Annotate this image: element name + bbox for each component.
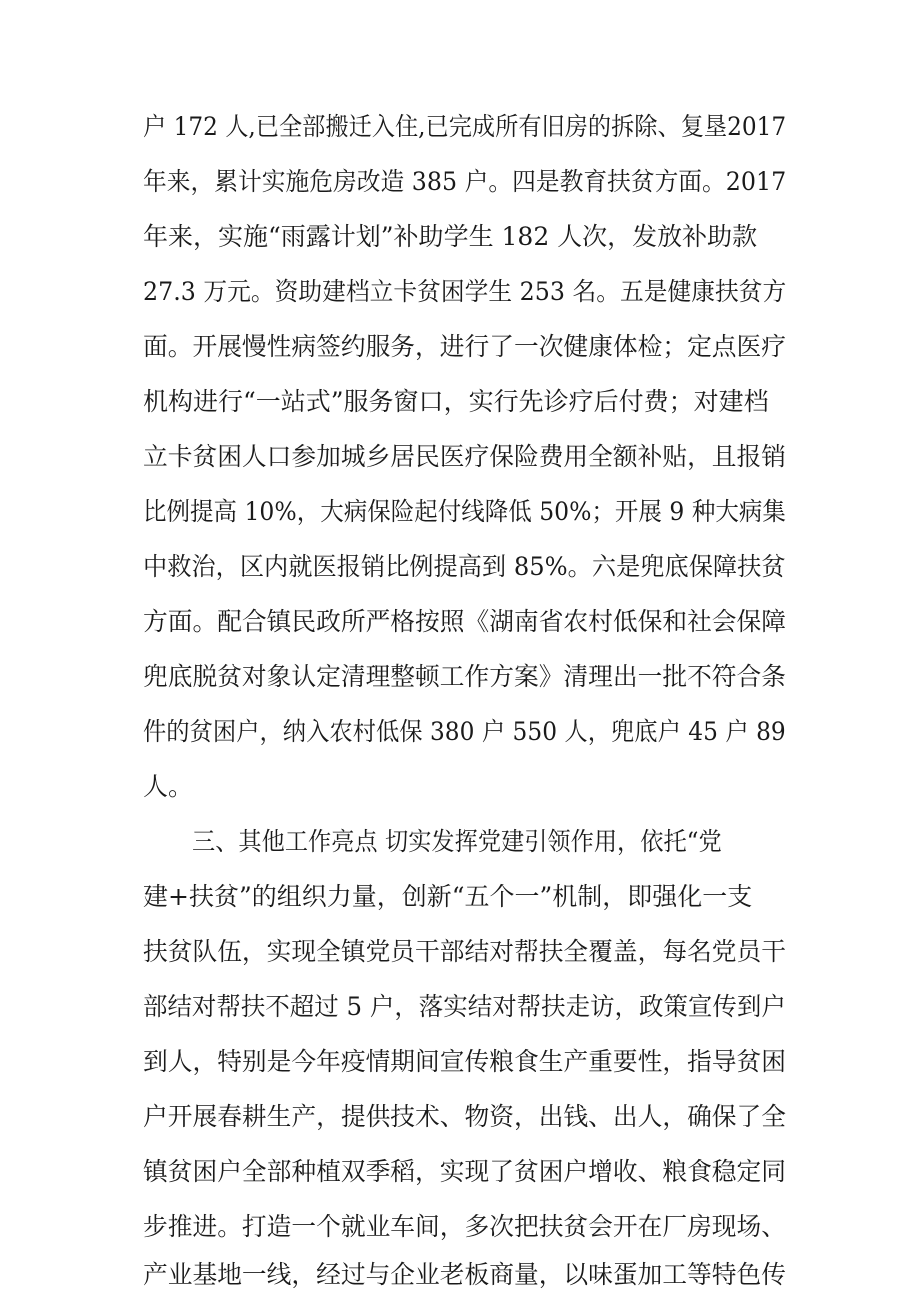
body-text-line: 立卡贫困人口参加城乡居民医疗保险费用全额补贴，且报销	[143, 442, 787, 471]
body-text-line: 镇贫困户全部种植双季稻，实现了贫困户增收、粮食稳定同	[143, 1157, 787, 1186]
body-text-line: 扶贫队伍，实现全镇党员干部结对帮扶全覆盖，每名党员干	[143, 937, 787, 966]
body-text-line: 比例提高 10%，大病保险起付线降低 50%；开展 9 种大病集	[143, 497, 786, 526]
body-text-line: 年来，实施“雨露计划”补助学生 182 人次，发放补助款	[143, 222, 758, 251]
body-text-line: 户开展春耕生产，提供技术、物资，出钱、出人，确保了全	[143, 1102, 787, 1131]
body-text-line: 兜底脱贫对象认定清理整顿工作方案》清理出一批不符合条	[143, 662, 787, 691]
body-text-line: 人。	[143, 772, 194, 801]
body-text-line: 部结对帮扶不超过 5 户，落实结对帮扶走访，政策宣传到户	[143, 992, 786, 1021]
body-text-line: 件的贫困户，纳入农村低保 380 户 550 人，兜底户 45 户 89	[143, 717, 786, 746]
body-text-line: 27.3 万元。资助建档立卡贫困学生 253 名。五是健康扶贫方	[143, 277, 787, 306]
body-text-line: 年来，累计实施危房改造 385 户。四是教育扶贫方面。2017	[143, 167, 787, 196]
body-text-line: 户 172 人,已全部搬迁入住,已完成所有旧房的拆除、复垦2017	[143, 112, 787, 141]
section-heading-line: 三、其他工作亮点 切实发挥党建引领作用，依托“党	[192, 827, 722, 856]
body-text-line: 步推进。打造一个就业车间，多次把扶贫会开在厂房现场、	[143, 1212, 787, 1241]
body-text-line: 方面。配合镇民政所严格按照《湖南省农村低保和社会保障	[143, 607, 787, 636]
body-text-line: 面。开展慢性病签约服务，进行了一次健康体检；定点医疗	[143, 332, 787, 361]
body-text-line: 到人，特别是今年疫情期间宣传粮食生产重要性，指导贫困	[143, 1047, 787, 1076]
body-text-line: 建+扶贫”的组织力量，创新“五个一”机制，即强化一支	[143, 882, 753, 911]
body-text-line: 产业基地一线，经过与企业老板商量，以味蛋加工等特色传	[143, 1260, 787, 1289]
body-text-line: 中救治，区内就医报销比例提高到 85%。六是兜底保障扶贫	[143, 552, 786, 581]
body-text-line: 机构进行“一站式”服务窗口，实行先诊疗后付费；对建档	[143, 387, 769, 416]
